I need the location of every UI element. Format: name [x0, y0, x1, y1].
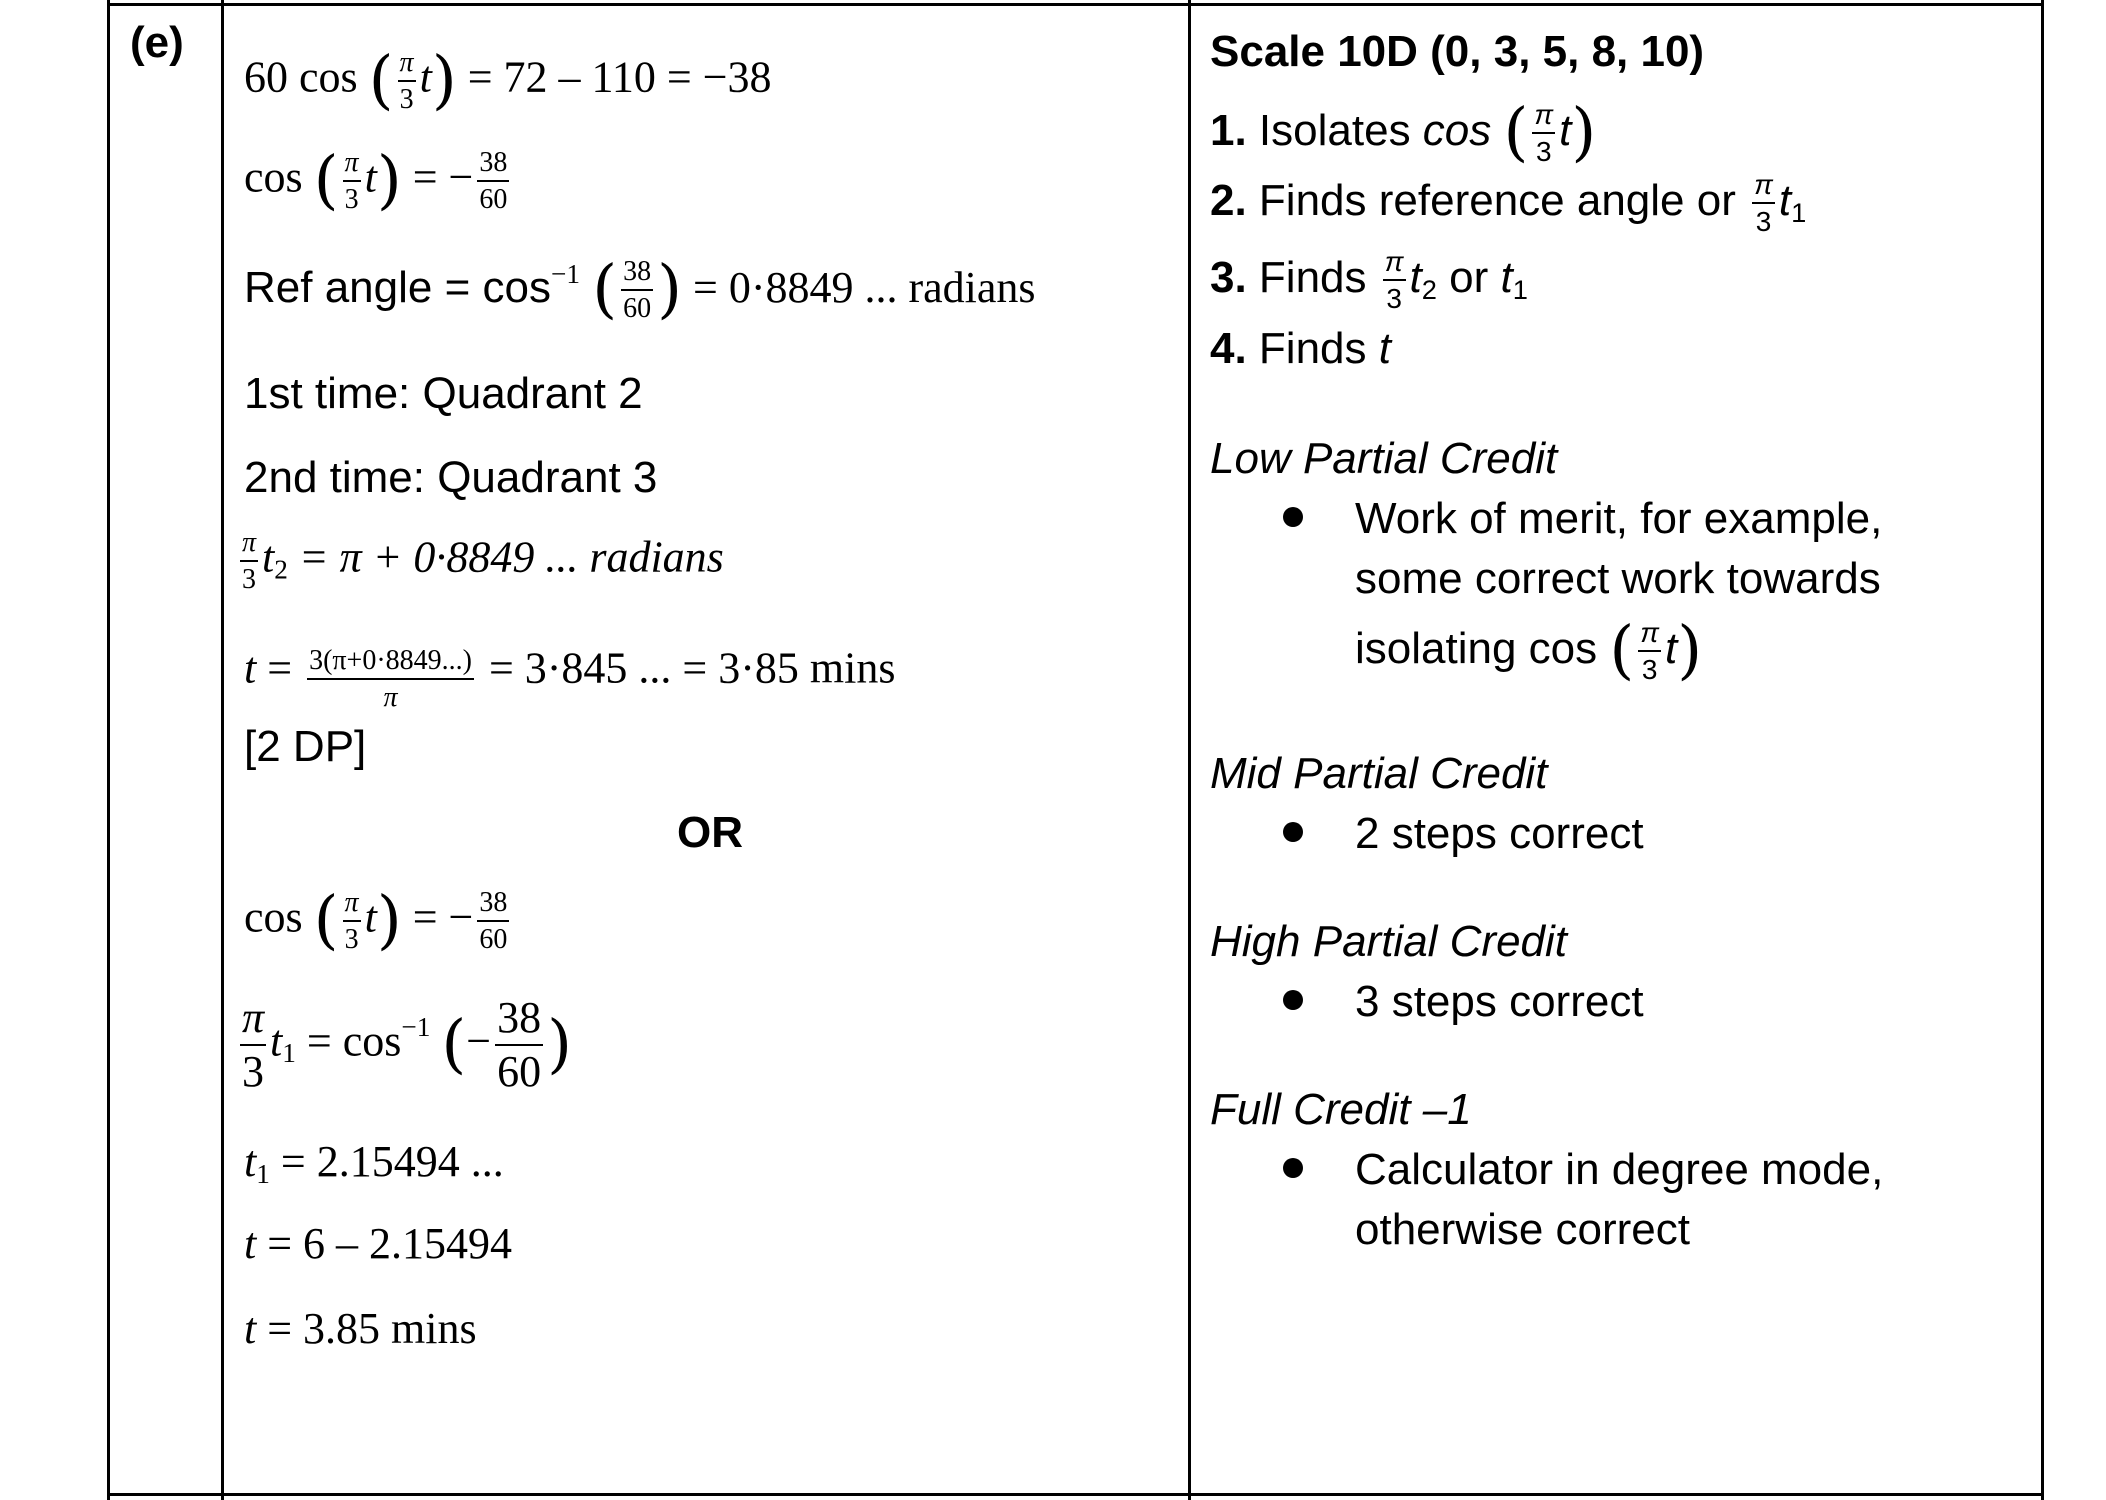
solution-line-7: t = $\frac{3(\pi+0\cdot 8849...)}{\pi}$ = 3·845 ... = 3·85 mins: [244, 643, 896, 714]
mid-partial-credit-line-1: 2 steps correct: [1355, 809, 1644, 858]
table-border-top: [107, 3, 2044, 6]
solution-line-3-ref-angle: Ref angle = $\cos^{-1}$ ( $\frac{38}{60}$ ) = 0·8849 ... radians: [244, 252, 1036, 327]
table-border-right: [2041, 0, 2044, 1500]
solution-line-6: $\frac{\pi}{3}$ $t_2 = \pi + 0\cdot 8849$ ... radians: [242, 527, 724, 596]
step-3: 3. Finds $\frac{\pi}{3}$ $t_2$ or $t_1$: [1210, 246, 1528, 315]
or-label: OR: [677, 808, 743, 857]
mid-partial-credit-heading: Mid Partial Credit: [1210, 749, 1548, 798]
bullet-mid: [1283, 822, 1303, 842]
solution-line-4: 1st time: Quadrant 2: [244, 369, 643, 418]
solution-line-2: cos ( $\frac{\pi}{3}$ t) = − $\frac{38}{60}$: [244, 143, 508, 218]
full-credit-line-1: Calculator in degree mode,: [1355, 1145, 1884, 1194]
full-credit-minus-one-heading: Full Credit –1: [1210, 1085, 1472, 1134]
part-label: (e): [130, 18, 184, 67]
low-partial-credit-line-1: Work of merit, for example,: [1355, 494, 1883, 543]
solution-line-10: $\frac{\pi}{3}$ $t_1 = \cos^{-1}$ (− $\frac{38}{60}$ ): [242, 993, 573, 1097]
step-4: 4. Finds t: [1210, 324, 1391, 373]
solution-line-1: 60 cos ( $\frac{\pi}{3}$ t) = 72 – 110 = −38: [244, 43, 772, 118]
column-divider-2: [1188, 0, 1191, 1500]
bullet-low: [1283, 507, 1303, 527]
table-border-left: [107, 0, 110, 1500]
solution-line-8: [2 DP]: [244, 722, 367, 771]
scale-title: Scale 10D (0, 3, 5, 8, 10): [1210, 27, 1705, 76]
column-divider-1: [221, 0, 224, 1500]
bullet-high: [1283, 990, 1303, 1010]
bullet-full: [1283, 1158, 1303, 1178]
step-2: 2. Finds reference angle or $\frac{\pi}{3}$ $t_1$: [1210, 169, 1807, 238]
table-border-bottom: [107, 1493, 2044, 1496]
high-partial-credit-line-1: 3 steps correct: [1355, 977, 1644, 1026]
low-partial-credit-heading: Low Partial Credit: [1210, 434, 1558, 483]
solution-line-9: cos ( $\frac{\pi}{3}$ t) = − $\frac{38}{60}$: [244, 883, 508, 958]
solution-line-13: t = 3.85 mins: [244, 1304, 477, 1353]
full-credit-line-2: otherwise correct: [1355, 1205, 1691, 1254]
solution-line-11: $t_1 = 2.15494$ ...: [244, 1137, 504, 1189]
high-partial-credit-heading: High Partial Credit: [1210, 917, 1568, 966]
step-1: 1. Isolates cos ( $\frac{\pi}{3}$ t): [1210, 95, 1597, 170]
low-partial-credit-line-3: isolating cos ( $\frac{\pi}{3}$ t): [1355, 613, 1703, 688]
low-partial-credit-line-2: some correct work towards: [1355, 554, 1881, 603]
solution-line-12: t = 6 – 2.15494: [244, 1219, 513, 1268]
solution-line-5: 2nd time: Quadrant 3: [244, 453, 658, 502]
